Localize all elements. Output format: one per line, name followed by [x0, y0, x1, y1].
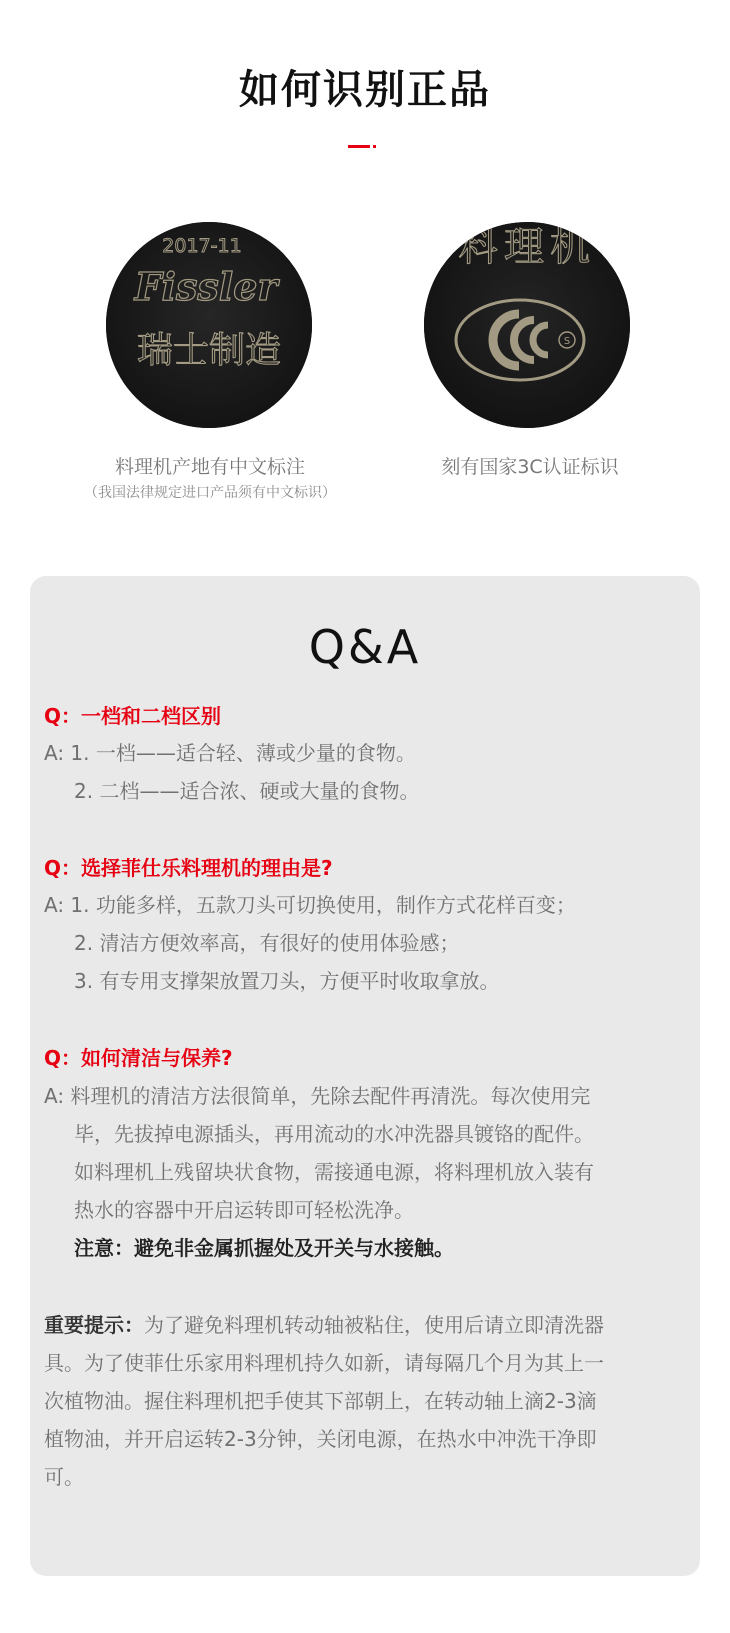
qa-title: Q&A [308, 620, 422, 674]
cleaning-note: 注意：避免非金属抓握处及开关与水接触。 [74, 1236, 454, 1260]
title-accent-line [348, 145, 370, 148]
answer-2-line-3: 3. 有专用支撑架放置刀头，方便平时收取拿放。 [74, 969, 500, 993]
answer-1-line-2: 2. 二档——适合浓、硬或大量的食物。 [74, 779, 420, 803]
ccc-engraving-photo [424, 222, 630, 428]
important-tip-line-1 [44, 1309, 604, 1338]
ccc-caption: 刻有国家3C认证标识 [441, 456, 619, 478]
origin-subcaption: （我国法律规定进口产品须有中文标识） [84, 485, 336, 501]
question-3: Q：如何清洁与保养? [44, 1046, 233, 1070]
important-tip-line-4: 植物油，并开启运转2-3分钟，关闭电源，在热水中冲洗干净即 [44, 1427, 597, 1451]
important-tip-line-2: 具。为了使菲仕乐家用料理机持久如新，请每隔几个月为其上一 [44, 1351, 604, 1375]
answer-3-line-4: 热水的容器中开启运转即可轻松洗净。 [74, 1198, 414, 1222]
answer-2-line-2: 2. 清洁方便效率高，有很好的使用体验感； [74, 931, 460, 955]
answer-3-line-3: 如料理机上残留块状食物，需接通电源，将料理机放入装有 [74, 1160, 594, 1184]
important-tip-line-5: 可。 [44, 1465, 84, 1489]
ccc-s-letter: S [563, 336, 571, 347]
engraving-brand: Fissler [134, 264, 278, 309]
question-1: Q：一档和二档区别 [44, 704, 222, 728]
origin-engraving-graphic [106, 222, 312, 428]
engraving-product-text: 料理机 [458, 224, 596, 270]
page-title: 如何识别正品 [239, 67, 491, 113]
engraving-origin-text: 瑞士制造 [136, 330, 282, 371]
ccc-engraving-graphic [424, 222, 630, 428]
engraving-date: 2017-11 [162, 235, 242, 257]
answer-3-line-1: A: 料理机的清洁方法很简单，先除去配件再清洗。每次使用完 [44, 1084, 591, 1108]
answer-1-line-1: A: 1. 一档——适合轻、薄或少量的食物。 [44, 741, 416, 765]
title-accent-dot [373, 145, 376, 148]
important-tip-line-3: 次植物油。握住料理机把手使其下部朝上，在转动轴上滴2-3滴 [44, 1389, 597, 1413]
important-tip-heading: 重要提示： [44, 1313, 144, 1337]
question-2: Q：选择菲仕乐料理机的理由是? [44, 856, 333, 880]
important-tip-text-1: 为了避免料理机转动轴被粘住，使用后请立即清洗器 [144, 1313, 604, 1337]
origin-caption: 料理机产地有中文标注 [114, 456, 305, 478]
answer-2-line-1: A: 1. 功能多样，五款刀头可切换使用，制作方式花样百变； [44, 893, 576, 917]
answer-3-line-2: 毕，先拔掉电源插头，再用流动的水冲洗器具镀铬的配件。 [74, 1122, 594, 1146]
origin-engraving-photo [106, 222, 312, 428]
